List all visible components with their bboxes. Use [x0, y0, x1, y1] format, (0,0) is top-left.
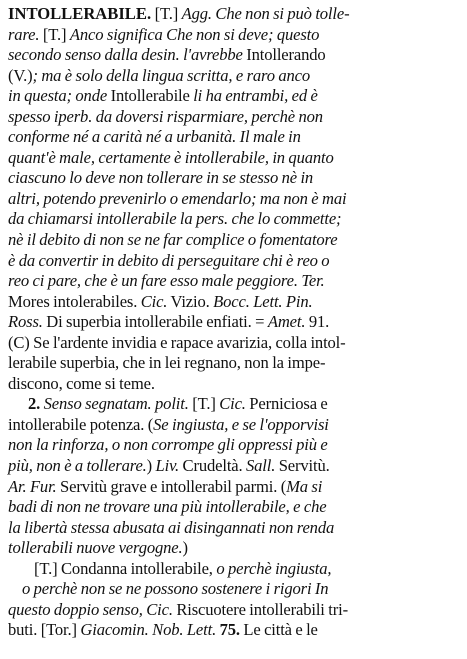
- text-segment: Riscuotere intollerabili tri-: [172, 599, 348, 619]
- text-segment: Servitù grave e intollerabil parmi. (: [56, 476, 287, 496]
- text-line: [8, 168, 459, 189]
- text-segment: Se ingiusta, e se l'opporvisi: [153, 414, 329, 434]
- text-segment: Giacomin. Nob. Lett.: [80, 620, 217, 640]
- dictionary-entry-intollerabile: [8, 4, 459, 641]
- text-line: [8, 271, 459, 292]
- text-segment: non la rinforza, o non corrompe gli oppressi più e: [8, 435, 328, 455]
- text-segment: li ha entrambi, ed è: [189, 86, 318, 106]
- text-line: [8, 148, 459, 169]
- text-line: [8, 374, 459, 395]
- text-segment: conforme né a carità né a urbanità. Il male in: [8, 127, 301, 147]
- text-segment: ciascuno lo deve non tollerare in se stesso nè in: [8, 168, 314, 188]
- text-segment: Cic.: [219, 394, 246, 414]
- text-segment: ): [182, 538, 188, 558]
- text-line: [8, 86, 459, 107]
- text-segment: Cic.: [146, 599, 173, 619]
- text-segment: (V.): [8, 65, 33, 85]
- text-segment: intollerabile potenza. (: [8, 414, 154, 434]
- text-line: [8, 579, 459, 600]
- text-line: [8, 477, 459, 498]
- text-line: [8, 292, 459, 313]
- text-segment: Crudeltà.: [179, 456, 246, 476]
- text-line: [8, 600, 459, 621]
- text-segment: Di superbia intollerabile enfiati. =: [42, 312, 268, 332]
- text-line: [8, 251, 459, 272]
- text-line: [8, 312, 459, 333]
- text-segment: 91.: [305, 312, 330, 332]
- text-segment: ): [146, 456, 156, 476]
- text-segment: in questa; onde: [8, 86, 111, 106]
- text-line: [8, 394, 459, 415]
- text-line: [8, 415, 459, 436]
- text-line: [8, 333, 459, 354]
- text-line: [8, 435, 459, 456]
- text-segment: Amet.: [267, 312, 306, 332]
- text-segment: rare.: [8, 24, 40, 44]
- text-segment: Bocc. Lett. Pin.: [213, 291, 313, 311]
- text-segment: 75.: [216, 620, 244, 640]
- text-line: [8, 230, 459, 251]
- text-segment: ; ma è solo della lingua scritta, e raro anco: [32, 65, 311, 85]
- text-segment: Agg. Che non si può tolle-: [181, 4, 350, 23]
- text-segment: reo ci pare, che è un fare esso male peggiore. Ter.: [8, 271, 325, 291]
- text-segment: è da convertir in debito di perseguitare chi è reo o: [8, 250, 330, 270]
- text-line: [8, 456, 459, 477]
- text-segment: Ross.: [8, 312, 43, 332]
- text-line: [8, 189, 459, 210]
- text-line: [8, 353, 459, 374]
- text-segment: tollerabili nuove vergogne.: [8, 538, 183, 558]
- text-segment: buti. [Tor.]: [8, 620, 81, 640]
- text-segment: Le città e le: [243, 620, 318, 640]
- text-segment: quant'è male, certamente è intollerabile, in quanto: [8, 147, 334, 167]
- text-segment: discono, come si teme.: [8, 373, 155, 393]
- text-segment: [T.]: [39, 24, 70, 44]
- text-segment: Senso segnatam. polit.: [43, 394, 189, 414]
- text-line: [8, 107, 459, 128]
- headword: INTOLLERABILE.: [8, 4, 152, 23]
- text-segment: [T.]: [188, 394, 220, 414]
- text-line: [8, 45, 459, 66]
- text-segment: spesso iperb. da doversi risparmiare, perchè non: [8, 106, 323, 126]
- text-segment: Liv.: [155, 456, 180, 476]
- text-segment: Perniciosa e: [245, 394, 328, 414]
- text-segment: altri, potendo prevenirlo o emendarlo; ma non è mai: [8, 188, 347, 208]
- text-segment: Intollerabile: [110, 86, 190, 106]
- text-segment: Ar. Fur.: [8, 476, 57, 496]
- text-line: [8, 518, 459, 539]
- text-line: [8, 538, 459, 559]
- text-segment: [T.]: [151, 4, 182, 23]
- text-segment: nè il debito di non se ne far complice o fomentatore: [8, 230, 338, 250]
- text-segment: Intollerando: [242, 45, 326, 65]
- text-segment: [T.] Condanna intollerabile,: [34, 558, 217, 578]
- text-segment: o perchè non se ne possono sostenere i rigori In: [22, 579, 329, 599]
- text-segment: questo doppio senso,: [8, 599, 147, 619]
- text-segment: badi di non ne trovare una più intollerabile, e che: [8, 497, 327, 517]
- text-line: [8, 4, 459, 25]
- text-segment: più, non è a tollerare.: [8, 456, 147, 476]
- text-segment: Mores intolerabiles.: [8, 291, 141, 311]
- text-segment: Ma si: [286, 476, 323, 496]
- text-segment: l'avrebbe: [183, 45, 243, 65]
- text-segment: Sall.: [246, 456, 276, 476]
- text-line: [8, 497, 459, 518]
- text-segment: Servitù.: [275, 456, 330, 476]
- text-segment: Anco significa Che non si deve; questo: [69, 24, 320, 44]
- text-line: [8, 620, 459, 641]
- text-line: [8, 25, 459, 46]
- text-line: [8, 559, 459, 580]
- text-segment: 2.: [28, 394, 44, 414]
- text-segment: secondo senso dalla desin.: [8, 45, 184, 65]
- text-line: [8, 209, 459, 230]
- text-line: [8, 127, 459, 148]
- text-line: [8, 66, 459, 87]
- text-segment: da chiamarsi intollerabile la pers. che lo commette;: [8, 209, 342, 229]
- text-segment: la libertà stessa abusata ai disingannati non renda: [8, 517, 335, 537]
- text-segment: Cic.: [140, 291, 168, 311]
- text-segment: Vizio.: [167, 291, 214, 311]
- text-segment: lerabile superbia, che in lei regnano, non la impe-: [8, 353, 326, 373]
- text-segment: o perchè ingiusta,: [216, 558, 332, 578]
- text-segment: (C) Se l'ardente invidia e rapace avarizia, colla intol-: [8, 332, 346, 352]
